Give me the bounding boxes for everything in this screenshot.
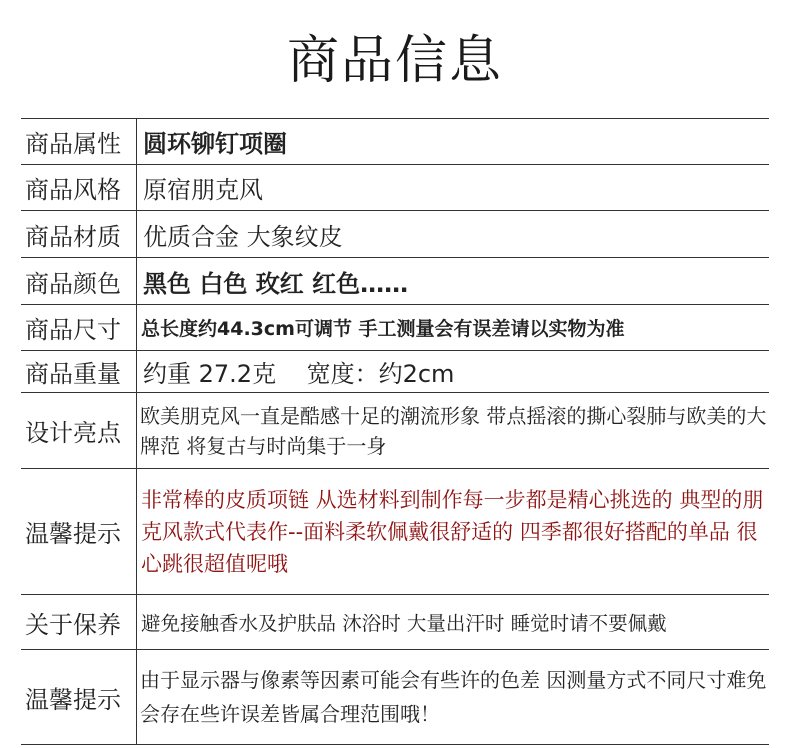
table-row bbox=[21, 351, 769, 393]
product-info-table bbox=[21, 118, 769, 745]
row-value-color: 黑色 白色 玫红 红色…… bbox=[143, 269, 409, 298]
row-label-tip: 温馨提示 bbox=[21, 469, 137, 594]
row-value-style: 原宿朋克风 bbox=[143, 176, 263, 204]
row-label-size: 商品尺寸 bbox=[21, 305, 137, 350]
table-row bbox=[21, 211, 769, 258]
row-label-material: 商品材质 bbox=[21, 211, 137, 257]
page-title: 商品信息 bbox=[286, 31, 503, 91]
row-label-style: 商品风格 bbox=[21, 165, 137, 210]
row-label-weight: 商品重量 bbox=[21, 351, 137, 392]
row-value-material: 优质合金 大象纹皮 bbox=[143, 222, 343, 251]
table-row bbox=[21, 119, 769, 165]
row-label-highlights: 设计亮点 bbox=[21, 393, 137, 468]
row-label-care: 关于保养 bbox=[21, 595, 137, 649]
row-value-attribute: 圆环铆钉项圈 bbox=[143, 130, 287, 158]
row-value-weight: 约重 27.2克 宽度：约2cm bbox=[143, 360, 455, 388]
row-label-attribute: 商品属性 bbox=[21, 119, 137, 164]
table-row bbox=[21, 650, 769, 745]
row-label-tip-2: 温馨提示 bbox=[21, 650, 137, 744]
table-row bbox=[21, 305, 769, 351]
table-row bbox=[21, 469, 769, 595]
row-label-color: 商品颜色 bbox=[21, 258, 137, 304]
table-row bbox=[21, 393, 769, 469]
row-value-size: 总长度约44.3cm可调节 手工测量会有误差请以实物为准 bbox=[141, 318, 625, 340]
table-row bbox=[21, 595, 769, 650]
table-row bbox=[21, 258, 769, 305]
row-value-tip: 非常棒的皮质项链 从选材料到制作每一步都是精心挑选的 典型的朋克风款式代表作--面料柔软佩戴很舒适的 四季都很好搭配的单品 很心跳很超值呢哦 bbox=[141, 487, 764, 576]
row-value-care: 避免接触香水及护肤品 沐浴时 大量出汗时 睡觉时请不要佩戴 bbox=[141, 612, 667, 635]
row-value-tip-2: 由于显示器与像素等因素可能会有些许的色差 因测量方式不同尺寸难免会存在些许误差皆属合理范围哦！ bbox=[140, 668, 767, 726]
row-value-highlights: 欧美朋克风一直是酷感十足的潮流形象 带点摇滚的撕心裂肺与欧美的大牌范 将复古与时尚集于一身 bbox=[140, 403, 767, 458]
table-row bbox=[21, 165, 769, 211]
